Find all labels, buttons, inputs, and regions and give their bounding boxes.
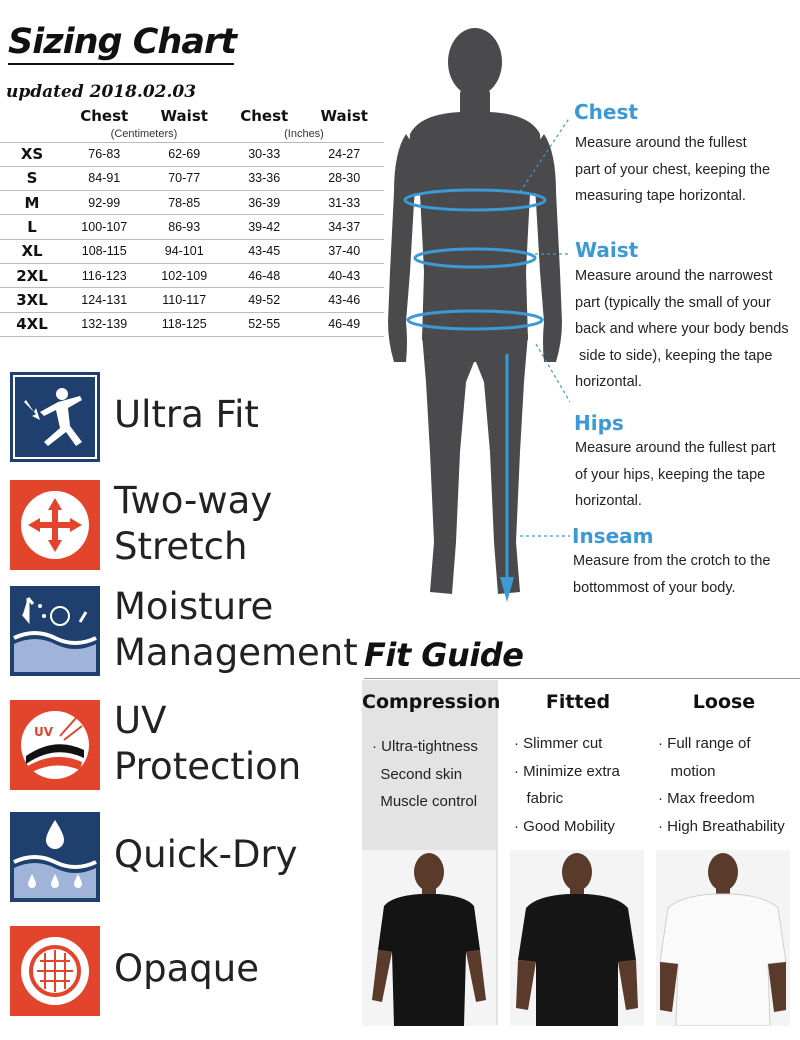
size-value: 94-101 <box>144 239 224 263</box>
inseam-desc-line: Measure from the crotch to the <box>573 553 771 569</box>
waist-description <box>575 263 789 396</box>
feature-item <box>10 700 370 800</box>
size-label: S <box>0 166 64 190</box>
compression-shirt-photo <box>362 850 496 1026</box>
unit-centimeters: (Centimeters) <box>64 126 224 142</box>
fit-fitted-list <box>514 730 620 840</box>
size-label: XS <box>0 142 64 166</box>
unit-inches: (Inches) <box>224 126 384 142</box>
opaque-icon <box>10 926 100 1016</box>
header-blank <box>0 106 64 126</box>
sizing-chart-title: Sizing Chart <box>8 22 236 62</box>
fit-loose-list <box>658 730 785 840</box>
title-underline <box>8 63 234 65</box>
fit-guide-title: Fit Guide <box>364 636 524 674</box>
feature-item <box>10 926 370 1026</box>
unit-blank <box>0 126 64 142</box>
size-value: 92-99 <box>64 191 144 215</box>
hips-description <box>575 435 776 515</box>
size-row <box>0 263 384 287</box>
size-value: 132-139 <box>64 312 144 336</box>
feature-label <box>114 832 298 878</box>
size-value: 39-42 <box>224 215 304 239</box>
fit-item: Second skin <box>372 765 463 783</box>
feature-label-line: Opaque <box>114 947 259 990</box>
size-value: 76-83 <box>64 142 144 166</box>
feature-label-line: Moisture <box>114 585 274 628</box>
waist-desc-line: horizontal. <box>575 374 642 390</box>
fit-compression-heading: Compression <box>362 691 501 713</box>
size-value: 37-40 <box>304 239 384 263</box>
size-value: 118-125 <box>144 312 224 336</box>
waist-label: Waist <box>575 238 639 262</box>
size-row <box>0 312 384 336</box>
feature-label <box>114 392 259 438</box>
size-label: 4XL <box>0 312 64 336</box>
ultra-fit-icon <box>10 372 100 462</box>
size-row <box>0 215 384 239</box>
feature-item <box>10 480 370 580</box>
fit-compression-list <box>372 733 478 816</box>
feature-label-line: Two-way <box>114 479 273 522</box>
size-row <box>0 166 384 190</box>
size-value: 124-131 <box>64 288 144 312</box>
fit-item: · Good Mobility <box>514 817 615 835</box>
moisture-management-icon <box>10 586 100 676</box>
fit-item: Muscle control <box>372 793 478 810</box>
waist-desc-line: back and where your body bends <box>575 321 789 337</box>
fitted-shirt-photo <box>510 850 644 1026</box>
size-label: 2XL <box>0 263 64 287</box>
fit-item: · Minimize extra <box>514 762 620 780</box>
size-value: 84-91 <box>64 166 144 190</box>
fit-item: motion <box>658 762 716 780</box>
size-value: 110-117 <box>144 288 224 312</box>
size-value: 46-49 <box>304 312 384 336</box>
hips-desc-line: horizontal. <box>575 493 642 509</box>
fit-item: · Max freedom <box>658 790 755 807</box>
size-label: 3XL <box>0 288 64 312</box>
two-way-stretch-icon <box>10 480 100 570</box>
size-value: 108-115 <box>64 239 144 263</box>
hips-desc-line: of your hips, keeping the tape <box>575 466 766 483</box>
feature-label-line: Protection <box>114 745 302 788</box>
updated-date: updated 2018.02.03 <box>6 82 197 102</box>
size-value: 100-107 <box>64 215 144 239</box>
size-value: 49-52 <box>224 288 304 312</box>
fit-item: · Full range of <box>658 735 751 752</box>
feature-label <box>114 478 272 570</box>
inseam-label: Inseam <box>572 524 654 548</box>
chest-description <box>575 130 770 210</box>
feature-item <box>10 586 370 686</box>
size-value: 40-43 <box>304 263 384 287</box>
fit-fitted-heading: Fitted <box>545 691 611 713</box>
size-value: 34-37 <box>304 215 384 239</box>
unit-row <box>0 126 384 142</box>
header-waist-in: Waist <box>320 107 368 125</box>
size-table-header <box>0 106 384 126</box>
quick-dry-icon <box>10 812 100 902</box>
feature-label-line: Quick-Dry <box>114 833 298 876</box>
chest-desc-line: part of your chest, keeping the <box>575 161 771 178</box>
size-row <box>0 288 384 312</box>
uv-protection-icon <box>10 700 100 790</box>
size-value: 62-69 <box>144 142 224 166</box>
size-value: 43-45 <box>224 239 304 263</box>
inseam-desc-line: bottommost of your body. <box>573 579 736 596</box>
size-row <box>0 191 384 215</box>
size-value: 33-36 <box>224 166 304 190</box>
header-chest-in: Chest <box>240 107 289 125</box>
fit-guide-divider <box>364 678 800 679</box>
size-value: 28-30 <box>304 166 384 190</box>
size-value: 52-55 <box>224 312 304 336</box>
chest-label: Chest <box>574 100 638 124</box>
size-value: 46-48 <box>224 263 304 287</box>
size-value: 30-33 <box>224 142 304 166</box>
chest-desc-line: Measure around the fullest <box>575 135 747 151</box>
size-value: 70-77 <box>144 166 224 190</box>
size-label: M <box>0 191 64 215</box>
feature-label <box>114 698 301 790</box>
feature-label-line: Ultra Fit <box>114 393 259 436</box>
feature-item <box>10 372 370 472</box>
size-value: 24-27 <box>304 142 384 166</box>
fit-item: fabric <box>514 790 564 807</box>
size-value: 43-46 <box>304 288 384 312</box>
body-figure <box>380 22 570 612</box>
waist-desc-line: Measure around the narrowest <box>575 268 773 284</box>
size-value: 36-39 <box>224 191 304 215</box>
header-chest-cm: Chest <box>80 107 129 125</box>
loose-shirt-photo <box>656 850 790 1026</box>
waist-desc-line: side to side), keeping the tape <box>575 347 773 364</box>
feature-label-line: Stretch <box>114 525 248 568</box>
header-waist-cm: Waist <box>160 107 208 125</box>
fit-loose-heading: Loose <box>692 691 756 713</box>
fit-item: · Ultra-tightness <box>372 738 478 755</box>
size-label: XL <box>0 239 64 263</box>
fit-item: · High Breathability <box>658 817 785 835</box>
hips-label: Hips <box>574 411 624 435</box>
size-value: 31-33 <box>304 191 384 215</box>
chest-desc-line: measuring tape horizontal. <box>575 188 746 204</box>
feature-label-line: Management <box>114 631 358 674</box>
svg-text:UV: UV <box>34 725 54 739</box>
inseam-description <box>573 548 770 601</box>
feature-label <box>114 946 259 992</box>
size-table <box>0 106 384 337</box>
size-row <box>0 142 384 166</box>
size-label: L <box>0 215 64 239</box>
waist-desc-line: part (typically the small of your <box>575 294 771 311</box>
feature-label <box>114 584 358 676</box>
feature-label-line: UV <box>114 699 167 742</box>
size-value: 78-85 <box>144 191 224 215</box>
size-row <box>0 239 384 263</box>
hips-desc-line: Measure around the fullest part <box>575 440 776 456</box>
fit-item: · Slimmer cut <box>514 735 603 752</box>
size-value: 86-93 <box>144 215 224 239</box>
size-value: 116-123 <box>64 263 144 287</box>
size-value: 102-109 <box>144 263 224 287</box>
feature-item <box>10 812 370 912</box>
